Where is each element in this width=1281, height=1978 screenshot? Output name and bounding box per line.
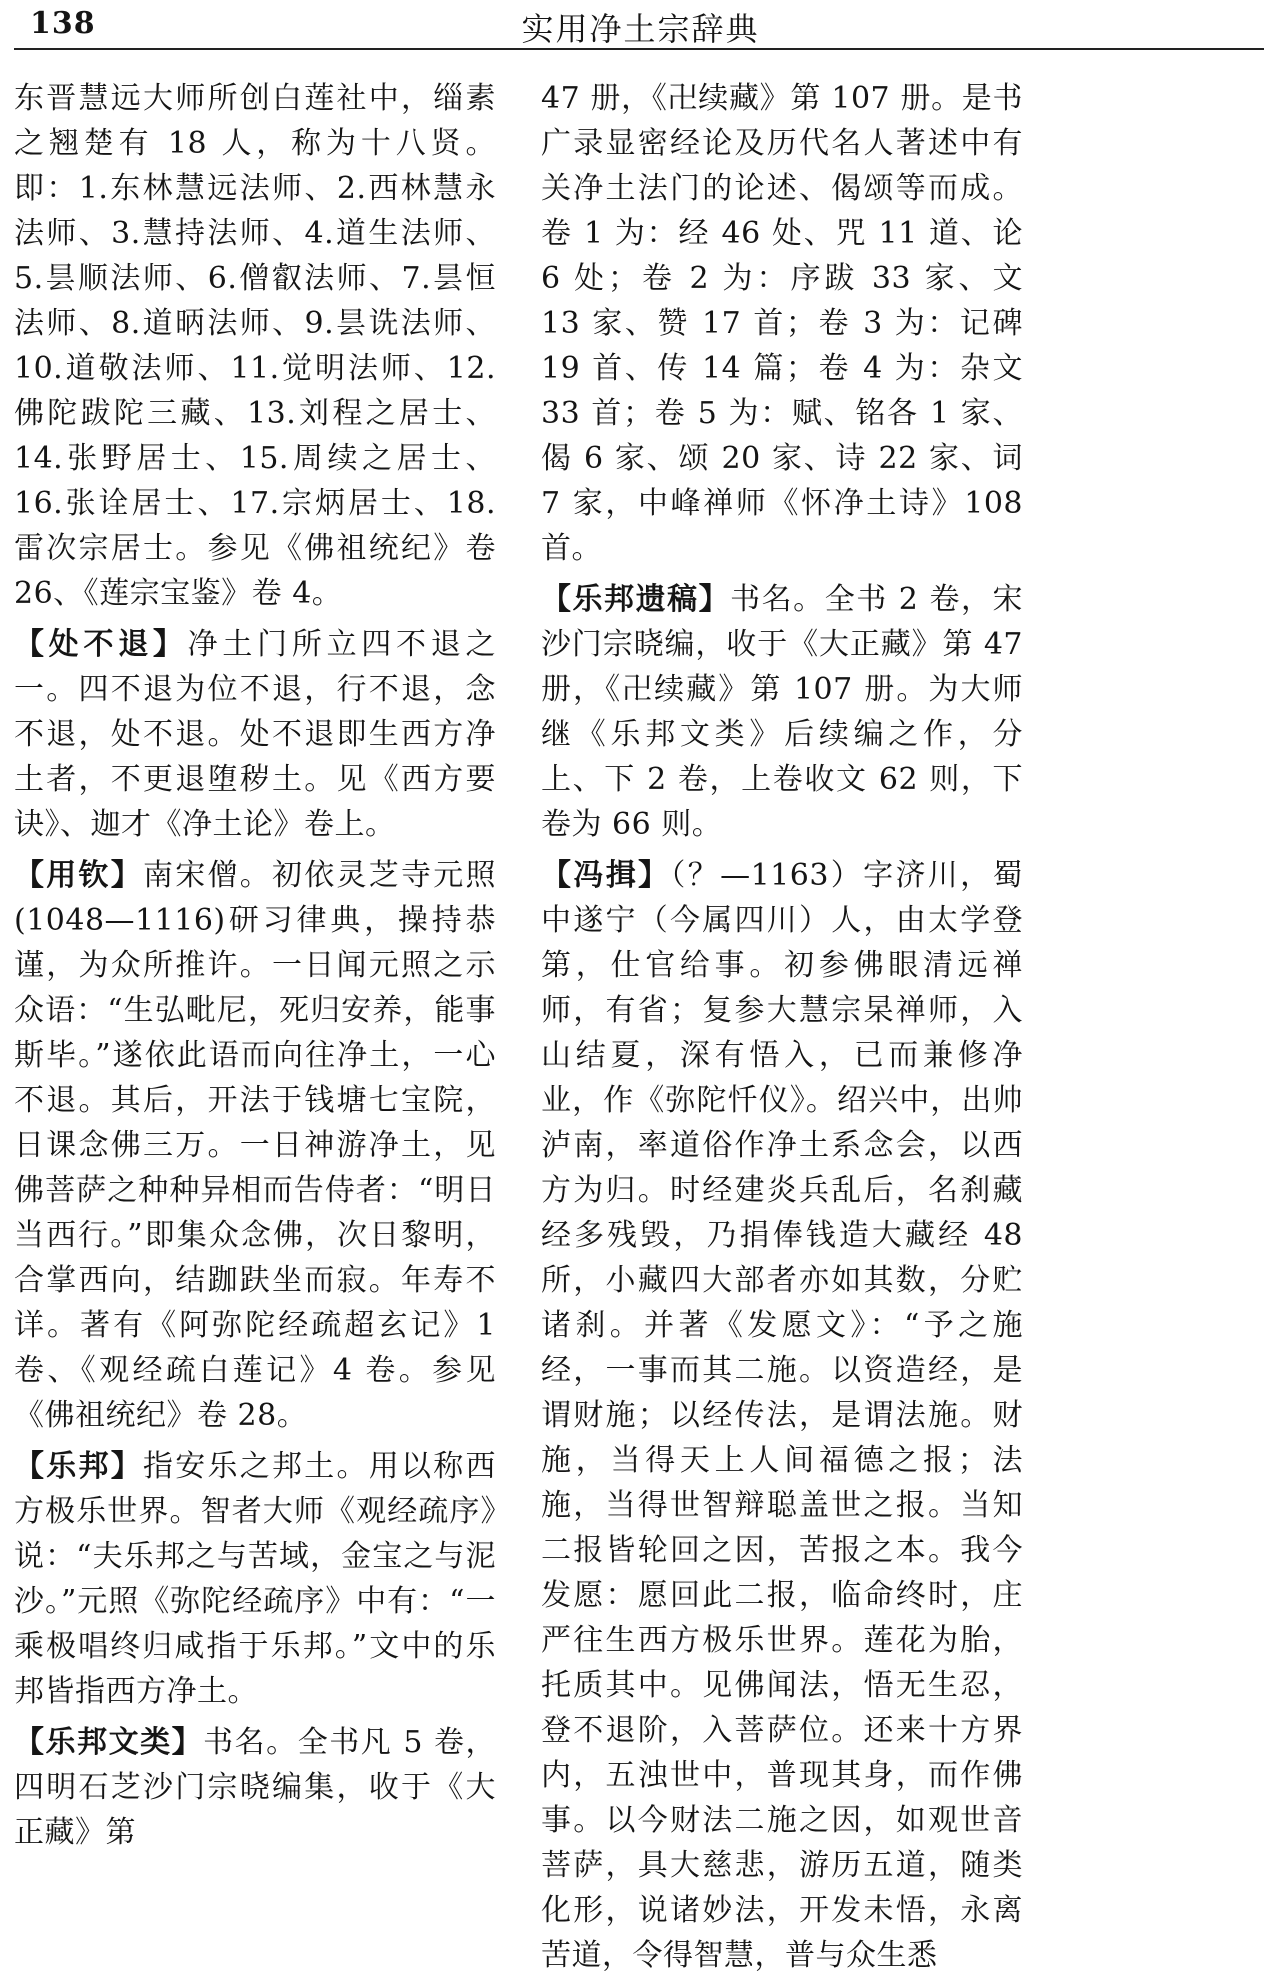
entry-headword: 【冯揖】: [541, 858, 671, 893]
entry-body: 指安乐之邦土。用以称西方极乐世界。智者大师《观经疏序》说：“夫乐邦之与苦域，金宝之与泥沙。”元照《弥陀经疏序》中有：“一乘极唱终归咸指于乐邦。”文中的乐邦皆指西方净土。: [14, 1449, 496, 1709]
continued-paragraph: 东晋慧远大师所创白莲社中，缁素之翘楚有 18 人，称为十八贤。即：1.东林慧远法师、2.西林慧永法师、3.慧持法师、4.道生法师、5.昙顺法师、6.僧叡法师、7.昙恒法师、8.道昞法师、9.昙诜法师、10.道敬法师、11.觉明法师、12.佛陀跋陀三藏、13.刘程之居士、14.张野居士、15.周续之居士、16.张诠居士、17.宗炳居士、18.雷次宗居士。参见《佛祖统纪》卷 26、《莲宗宝鉴》卷 4。: [14, 81, 496, 611]
page-number: 138: [30, 6, 96, 41]
entry-body: 书名。全书凡 5 卷，四明石芝沙门宗晓编集，收于《大正藏》第: [14, 1725, 496, 1850]
left-column: [14, 76, 496, 1855]
entry-body: 净土门所立四不退之一。四不退为位不退，行不退，念不退，处不退。处不退即生西方净土者，不更退堕秽土。见《西方要诀》、迦才《净土论》卷上。: [14, 627, 496, 842]
dictionary-entry: [14, 1720, 496, 1855]
entry-headword: 【乐邦文类】: [14, 1725, 204, 1760]
page-header: [0, 0, 1281, 50]
dictionary-entry: [14, 853, 496, 1438]
dictionary-entry: [541, 853, 1023, 1978]
entry-headword: 【处不退】: [14, 627, 188, 662]
dictionary-entry: [14, 622, 496, 847]
entry-body: 南宋僧。初依灵芝寺元照(1048—1116)研习律典，操持恭谨，为众所推许。一日闻元照之示众语：“生弘毗尼，死归安养，能事斯毕。”遂依此语而向往净土，一心不退。其后，开法于钱塘七宝院，日课念佛三万。一日神游净土，见佛菩萨之种种异相而告侍者：“明日当西行。”即集众念佛，次日黎明，合掌西向，结跏趺坐而寂。年寿不详。著有《阿弥陀经疏超玄记》1卷、《观经疏白莲记》4 卷。参见《佛祖统纪》卷 28。: [14, 858, 496, 1433]
entry-headword: 【乐邦】: [14, 1449, 143, 1484]
continued-paragraph: 47 册，《卍续藏》第 107 册。是书广录显密经论及历代名人著述中有关净土法门的论述、偈颂等而成。卷 1 为：经 46 处、咒 11 道、论 6 处；卷 2 为：序跋 33 家、文 13 家、赞 17 首；卷 3 为：记碑 19 首、传 14 篇；卷 4 为：杂文 33 首；卷 5 为：赋、铭各 1 家、偈 6 家、颂 20 家、诗 22 家、词 7 家，中峰禅师《怀净土诗》108 首。: [541, 81, 1023, 566]
entry-headword: 【用钦】: [14, 858, 143, 893]
running-title: 实用净土宗辞典: [521, 10, 760, 48]
dictionary-entry: [541, 577, 1023, 847]
entry-body: （？—1163）字济川，蜀中遂宁（今属四川）人，由太学登第，仕官给事。初参佛眼清远禅师，有省；复参大慧宗杲禅师，入山结夏，深有悟入，已而兼修净业，作《弥陀忏仪》。绍兴中，出帅泸南，率道俗作净土系念会，以西方为归。时经建炎兵乱后，名刹藏经多残毁，乃捐俸钱造大藏经 48 所，小藏四大部者亦如其数，分贮诸刹。并著《发愿文》：“予之施经，一事而其二施。以资造经，是谓财施；以经传法，是谓法施。财施，当得天上人间福德之报；法施，当得世智辩聪盖世之报。当知二报皆轮回之因，苦报之本。我今发愿：愿回此二报，临命终时，庄严往生西方极乐世界。莲花为胎，托质其中。见佛闻法，悟无生忍，登不退阶，入菩萨位。还来十方界内，五浊世中，普现其身，而作佛事。以今财法二施之因，如观世音菩萨，具大慈悲，游历五道，随类化形，说诸妙法，开发未悟，永离苦道，令得智慧，普与众生悉: [541, 858, 1023, 1973]
dictionary-entry: [14, 1444, 496, 1714]
entry-headword: 【乐邦遗稿】: [541, 582, 731, 617]
right-column: [541, 76, 1023, 1978]
entry-body: 书名。全书 2 卷，宋沙门宗晓编，收于《大正藏》第 47 册，《卍续藏》第 107 册。为大师继《乐邦文类》后续编之作，分上、下 2 卷，上卷收文 62 则，下卷为 66 则。: [541, 582, 1023, 842]
header-rule: [14, 48, 1264, 50]
